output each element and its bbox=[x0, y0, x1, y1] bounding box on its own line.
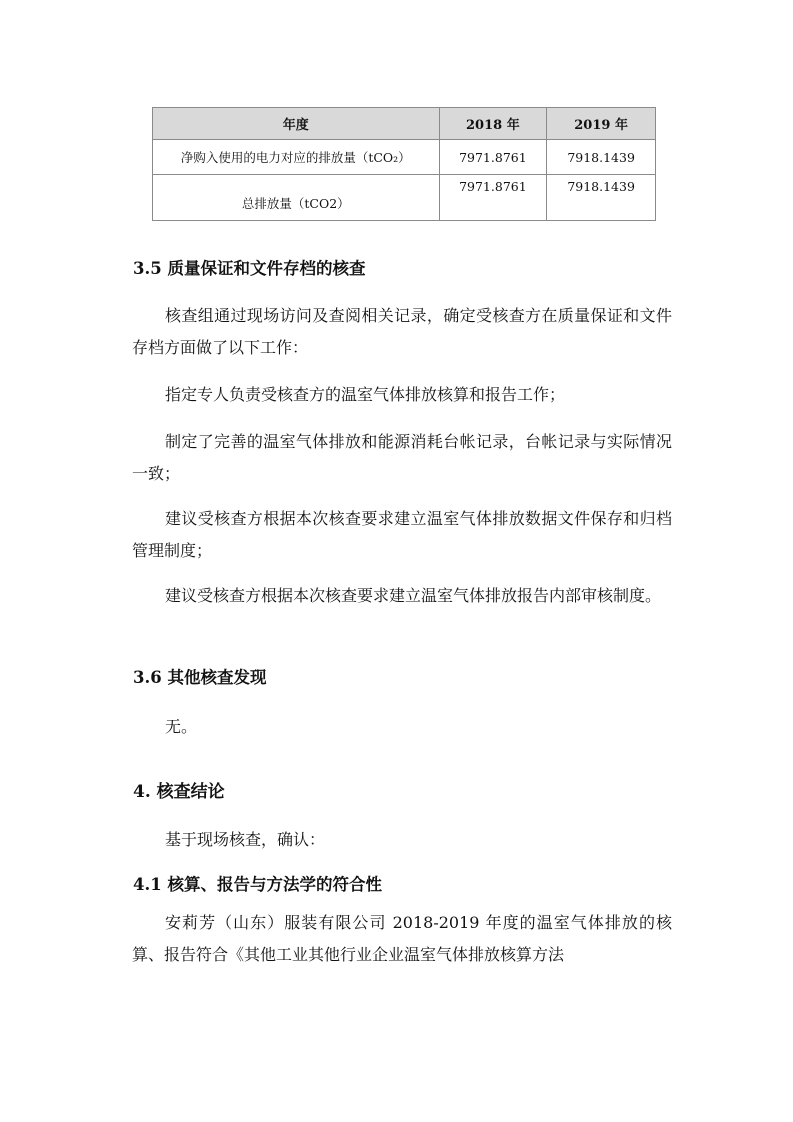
paragraph: 建议受核查方根据本次核查要求建立温室气体排放报告内部审核制度。 bbox=[165, 586, 662, 605]
paragraph: 基于现场核查，确认： bbox=[165, 830, 326, 849]
table-row bbox=[153, 175, 656, 221]
paragraph: 安莉芳（山东）服装有限公司 2018-2019 年度的温室气体排放的核算、报告符合《其他工业其他行业企业温室气体排放核算方法 bbox=[132, 913, 672, 964]
cell-2019: 7918.1439 bbox=[547, 175, 656, 221]
header-year: 年度 bbox=[153, 108, 440, 140]
cell-2018: 7971.8761 bbox=[439, 140, 547, 175]
paragraph: 指定专人负责受核查方的温室气体排放核算和报告工作； bbox=[165, 385, 566, 404]
paragraph: 建议受核查方根据本次核查要求建立温室气体排放数据文件保存和归档管理制度； bbox=[132, 509, 672, 560]
table-header-row bbox=[153, 108, 656, 140]
paragraph: 制定了完善的温室气体排放和能源消耗台帐记录，台帐记录与实际情况一致； bbox=[132, 432, 672, 483]
section-3-5-heading: 3.5 质量保证和文件存档的核查 bbox=[133, 259, 366, 278]
header-2018: 2018 年 bbox=[439, 108, 547, 140]
header-2019: 2019 年 bbox=[547, 108, 656, 140]
paragraph: 无。 bbox=[165, 717, 198, 736]
section-3-6-heading: 3.6 其他核查发现 bbox=[133, 668, 267, 687]
paragraph: 核查组通过现场访问及查阅相关记录，确定受核查方在质量保证和文件存档方面做了以下工作： bbox=[132, 306, 672, 357]
row-label: 总排放量（tCO2） bbox=[153, 175, 440, 221]
section-4-heading: 4. 核查结论 bbox=[133, 782, 225, 802]
emissions-table bbox=[152, 107, 656, 221]
table-row bbox=[153, 140, 656, 175]
section-4-1-heading: 4.1 核算、报告与方法学的符合性 bbox=[133, 875, 382, 894]
cell-2018: 7971.8761 bbox=[439, 175, 547, 221]
cell-2019: 7918.1439 bbox=[547, 140, 656, 175]
row-label: 净购入使用的电力对应的排放量（tCO₂） bbox=[153, 140, 440, 175]
